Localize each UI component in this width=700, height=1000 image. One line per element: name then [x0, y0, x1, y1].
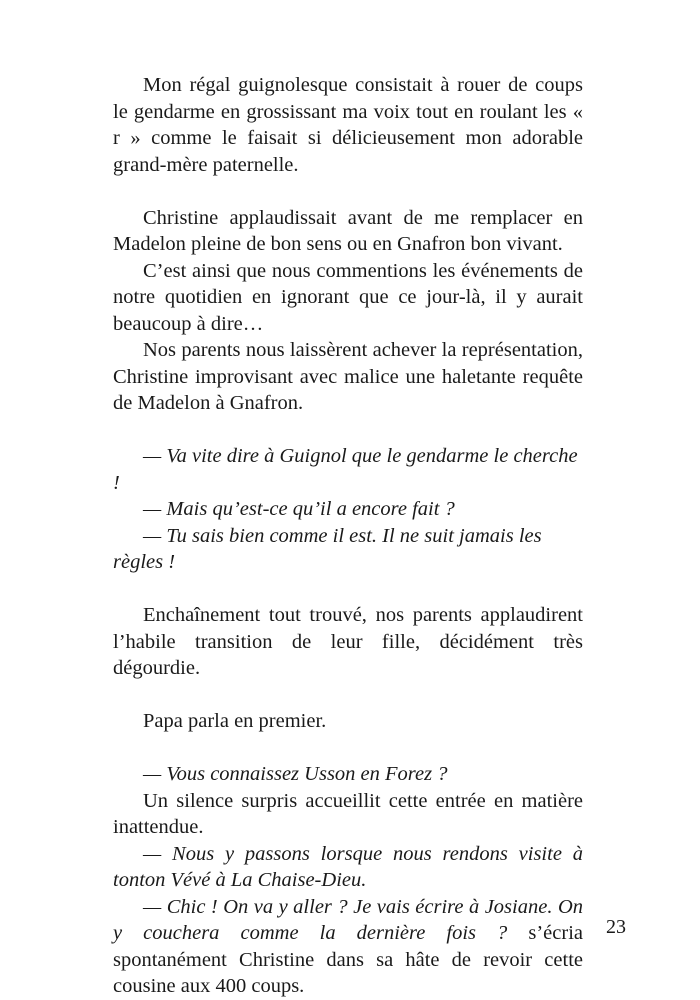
page-text-block	[113, 72, 583, 1000]
paragraph-surprised-silence: Un silence surpris accueillit cette entrée en matière inattendue.	[113, 789, 583, 838]
blank-line	[113, 682, 583, 709]
dialogue-madelon-reply: — Tu sais bien comme il est. Il ne suit jamais les règles !	[113, 524, 542, 573]
blank-line	[113, 178, 583, 205]
dialogue-christine: — Chic ! On va y aller ? Je vais écrire à Josiane. On y couchera comme la dernière fois ?	[113, 895, 583, 944]
dialogue-madelon: — Va vite dire à Guignol que le gendarme le cherche !	[113, 445, 578, 494]
paragraph-papa-speaks: Papa parla en premier.	[143, 710, 327, 732]
blank-line	[113, 735, 583, 762]
paragraph-daily-events: C’est ainsi que nous commentions les événements de notre quotidien en ignorant que ce jour-là, il y aurait beaucoup à dire…	[113, 259, 583, 335]
paragraph-parents-performance: Nos parents nous laissèrent achever la représentation, Christine improvisant avec malice une haletante requête de Madelon à Gnafron.	[113, 339, 583, 414]
narration-christine: s’écria spontanément Christine dans sa hâte de revoir cette cousine aux 400 coups.	[113, 922, 583, 997]
paragraph-christine-applause: Christine applaudissait avant de me remplacer en Madelon pleine de bon sens ou en Gnafron bon vivant.	[113, 206, 583, 255]
paragraph-transition: Enchaînement tout trouvé, nos parents applaudirent l’habile transition de leur fille, décidément très dégourdie.	[113, 604, 583, 679]
paragraph-guignol-game: Mon régal guignolesque consistait à rouer de coups le gendarme en grossissant ma voix tout en roulant les « r » comme le faisait si délicieusement mon adorable grand-mère paternelle.	[113, 74, 583, 176]
dialogue-papa-usson: — Vous connaissez Usson en Forez ?	[143, 763, 448, 785]
dialogue-gnafron: — Mais qu’est-ce qu’il a encore fait ?	[143, 498, 455, 520]
dialogue-tonton-veve: — Nous y passons lorsque nous rendons visite à tonton Vévé à La Chaise-Dieu.	[113, 842, 583, 891]
blank-line	[113, 576, 583, 603]
page-number: 23	[606, 916, 626, 938]
paragraph-christine-exclaims	[113, 894, 583, 1000]
blank-line	[113, 417, 583, 444]
